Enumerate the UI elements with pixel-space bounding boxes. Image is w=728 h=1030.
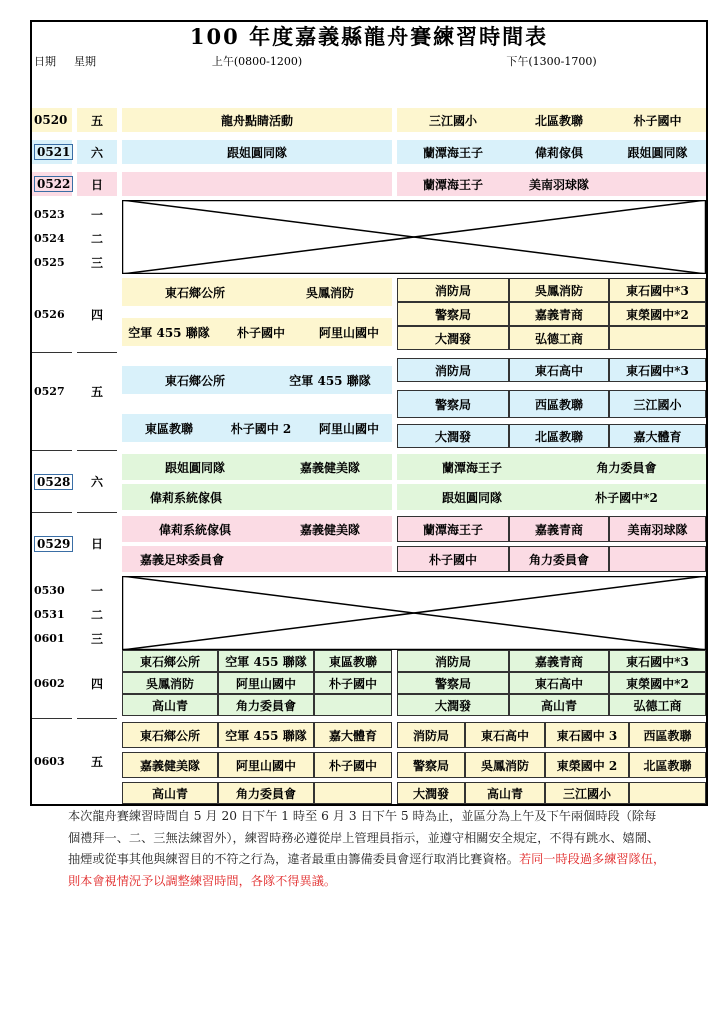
afternoon-team: 嘉義青商 <box>509 650 609 672</box>
morning-team: 偉莉系統傢俱 <box>122 484 392 510</box>
afternoon-team: 東榮國中*2 <box>609 302 706 326</box>
afternoon-team: 吳鳳消防 <box>465 752 545 778</box>
afternoon-team: 三江國小 <box>397 108 509 132</box>
date-cell: 0520 <box>32 108 72 132</box>
morning-team: 角力委員會 <box>218 782 314 804</box>
afternoon-empty <box>609 172 706 196</box>
morning-team: 東區教聯 <box>314 650 392 672</box>
morning-team: 空軍 455 聯隊 <box>268 366 392 394</box>
afternoon-empty <box>609 546 706 572</box>
date-cell: 0531 <box>34 607 65 621</box>
afternoon-team: 大潤發 <box>397 782 465 804</box>
no-practice-cross <box>122 576 706 650</box>
afternoon-team: 東石國中*3 <box>609 650 706 672</box>
morning-team: 高山青 <box>122 694 218 716</box>
morning-team: 阿里山國中 <box>306 318 392 346</box>
afternoon-team: 東石高中 <box>509 358 609 382</box>
weekday-cell: 六 <box>77 450 117 512</box>
afternoon-empty <box>609 326 706 350</box>
morning-team: 龍舟點睛活動 <box>122 108 392 132</box>
morning-team: 嘉義健美隊 <box>268 516 392 542</box>
weekday-cell: 五 <box>77 352 117 430</box>
morning-team: 朴子國中 <box>216 318 306 346</box>
weekday-cell: 四 <box>90 676 103 691</box>
afternoon-team: 跟姐圓同隊 <box>397 484 547 510</box>
morning-team: 東石鄉公所 <box>122 278 268 306</box>
weekday-cell: 日 <box>77 512 117 574</box>
date-cell <box>32 140 72 164</box>
header-morning: 上午(0800-1200) <box>211 55 303 68</box>
date-cell <box>32 512 72 574</box>
date-cell: 0601 <box>34 631 65 645</box>
footnote <box>68 806 668 892</box>
weekday-cell: 二 <box>90 607 103 622</box>
morning-team: 嘉義健美隊 <box>122 752 218 778</box>
schedule-table <box>30 20 708 806</box>
morning-team: 跟姐圓同隊 <box>122 454 268 480</box>
morning-empty <box>314 782 392 804</box>
afternoon-team: 西區教聯 <box>629 722 706 748</box>
afternoon-team: 嘉義青商 <box>509 516 609 542</box>
afternoon-team: 警察局 <box>397 390 509 418</box>
morning-team: 東石鄉公所 <box>122 722 218 748</box>
weekday-cell: 五 <box>77 108 117 132</box>
afternoon-team: 蘭潭海王子 <box>397 172 509 196</box>
morning-team: 阿里山國中 <box>306 414 392 442</box>
weekday-cell: 三 <box>90 631 103 646</box>
afternoon-team: 消防局 <box>397 650 509 672</box>
morning-team: 阿里山國中 <box>218 672 314 694</box>
morning-team: 偉莉系統傢俱 <box>122 516 268 542</box>
afternoon-team: 北區教聯 <box>509 108 609 132</box>
date-cell: 0526 <box>34 307 65 321</box>
afternoon-team: 嘉義青商 <box>509 302 609 326</box>
afternoon-team: 嘉大體育 <box>609 424 706 448</box>
morning-team: 朴子國中 <box>314 752 392 778</box>
weekday-cell: 三 <box>90 255 103 270</box>
date-selected: 0529 <box>34 536 73 552</box>
afternoon-team: 美南羽球隊 <box>609 516 706 542</box>
morning-team: 東石鄉公所 <box>122 650 218 672</box>
afternoon-team: 蘭潭海王子 <box>397 516 509 542</box>
afternoon-team: 東石國中*3 <box>609 358 706 382</box>
afternoon-team: 三江國小 <box>545 782 629 804</box>
afternoon-team: 消防局 <box>397 358 509 382</box>
afternoon-team: 高山青 <box>509 694 609 716</box>
morning-empty <box>122 172 392 196</box>
afternoon-team: 警察局 <box>397 752 465 778</box>
afternoon-empty <box>629 782 706 804</box>
weekday-cell: 二 <box>90 231 103 246</box>
date-cell: 0602 <box>34 676 65 690</box>
afternoon-team: 西區教聯 <box>509 390 609 418</box>
afternoon-team: 角力委員會 <box>547 454 706 480</box>
morning-team: 角力委員會 <box>218 694 314 716</box>
footnote-text: 本次龍舟賽練習時間自 5 月 20 日下午 1 時至 6 月 3 日下午 5 時為止，並區分為上午及下午兩個時段（除每個禮拜一、二、三無法練習外），練習時務必遵從岸上管理員指示，並遵守相關安全規定，不得有跳水、嬉鬧、抽煙或從事其他與練習目的不符之行為，違者最重由籌備委員會逕行取消比賽資格。 <box>68 809 660 866</box>
afternoon-team: 消防局 <box>397 722 465 748</box>
afternoon-team: 東石國中*3 <box>609 278 706 302</box>
morning-team: 高山青 <box>122 782 218 804</box>
afternoon-team: 東石國中 3 <box>545 722 629 748</box>
morning-team: 東區教聯 <box>122 414 216 442</box>
morning-team: 朴子國中 2 <box>216 414 306 442</box>
afternoon-team: 蘭潭海王子 <box>397 454 547 480</box>
afternoon-team: 美南羽球隊 <box>509 172 609 196</box>
date-selected: 0521 <box>34 144 73 160</box>
footnote-warning: 若同一時段過多練習隊伍，則本會視情況予以調整練習時間，各隊不得異議。 <box>68 852 666 888</box>
page-title: 100 年度嘉義縣龍舟賽練習時間表 <box>189 24 549 49</box>
date-cell: 0530 <box>34 583 65 597</box>
weekday-cell: 四 <box>90 307 103 322</box>
afternoon-team: 東榮國中*2 <box>609 672 706 694</box>
weekday-cell: 五 <box>77 718 117 804</box>
afternoon-team: 弘德工商 <box>509 326 609 350</box>
afternoon-team: 朴子國中 <box>397 546 509 572</box>
date-cell: 0527 <box>32 352 72 430</box>
morning-team: 朴子國中 <box>314 672 392 694</box>
afternoon-team: 蘭潭海王子 <box>397 140 509 164</box>
afternoon-team: 警察局 <box>397 302 509 326</box>
morning-team: 嘉義足球委員會 <box>122 546 392 572</box>
morning-team: 吳鳳消防 <box>268 278 392 306</box>
morning-team: 空軍 455 聯隊 <box>218 650 314 672</box>
date-cell: 0525 <box>34 255 65 269</box>
weekday-cell: 六 <box>77 140 117 164</box>
afternoon-team: 偉莉傢俱 <box>509 140 609 164</box>
afternoon-team: 北區教聯 <box>509 424 609 448</box>
date-cell <box>32 450 72 512</box>
morning-team: 嘉大體育 <box>314 722 392 748</box>
date-selected: 0522 <box>34 176 73 192</box>
header-date: 日期 <box>34 55 56 68</box>
afternoon-team: 東石高中 <box>465 722 545 748</box>
morning-team: 空軍 455 聯隊 <box>122 318 216 346</box>
morning-team: 吳鳳消防 <box>122 672 218 694</box>
weekday-cell: 一 <box>90 207 103 222</box>
afternoon-team: 大潤發 <box>397 694 509 716</box>
morning-team: 東石鄉公所 <box>122 366 268 394</box>
date-selected: 0528 <box>34 474 73 490</box>
date-cell <box>32 172 72 196</box>
afternoon-team: 大潤發 <box>397 326 509 350</box>
afternoon-team: 吳鳳消防 <box>509 278 609 302</box>
date-cell: 0603 <box>32 718 72 804</box>
afternoon-team: 北區教聯 <box>629 752 706 778</box>
date-cell: 0524 <box>34 231 65 245</box>
afternoon-team: 角力委員會 <box>509 546 609 572</box>
afternoon-team: 跟姐圓同隊 <box>609 140 706 164</box>
morning-empty <box>314 694 392 716</box>
afternoon-team: 警察局 <box>397 672 509 694</box>
afternoon-team: 朴子國中*2 <box>547 484 706 510</box>
morning-team: 空軍 455 聯隊 <box>218 722 314 748</box>
afternoon-team: 朴子國中 <box>609 108 706 132</box>
morning-team: 嘉義健美隊 <box>268 454 392 480</box>
afternoon-team: 東榮國中 2 <box>545 752 629 778</box>
afternoon-team: 三江國小 <box>609 390 706 418</box>
afternoon-team: 消防局 <box>397 278 509 302</box>
morning-team: 阿里山國中 <box>218 752 314 778</box>
header-afternoon: 下午(1300-1700) <box>506 55 597 68</box>
weekday-cell: 一 <box>90 583 103 598</box>
morning-team: 跟姐圓同隊 <box>122 140 392 164</box>
afternoon-team: 弘德工商 <box>609 694 706 716</box>
afternoon-team: 高山青 <box>465 782 545 804</box>
no-practice-cross <box>122 200 706 274</box>
afternoon-team: 東石高中 <box>509 672 609 694</box>
header-weekday: 星期 <box>74 55 96 68</box>
afternoon-team: 大潤發 <box>397 424 509 448</box>
date-cell: 0523 <box>34 207 65 221</box>
weekday-cell: 日 <box>77 172 117 196</box>
